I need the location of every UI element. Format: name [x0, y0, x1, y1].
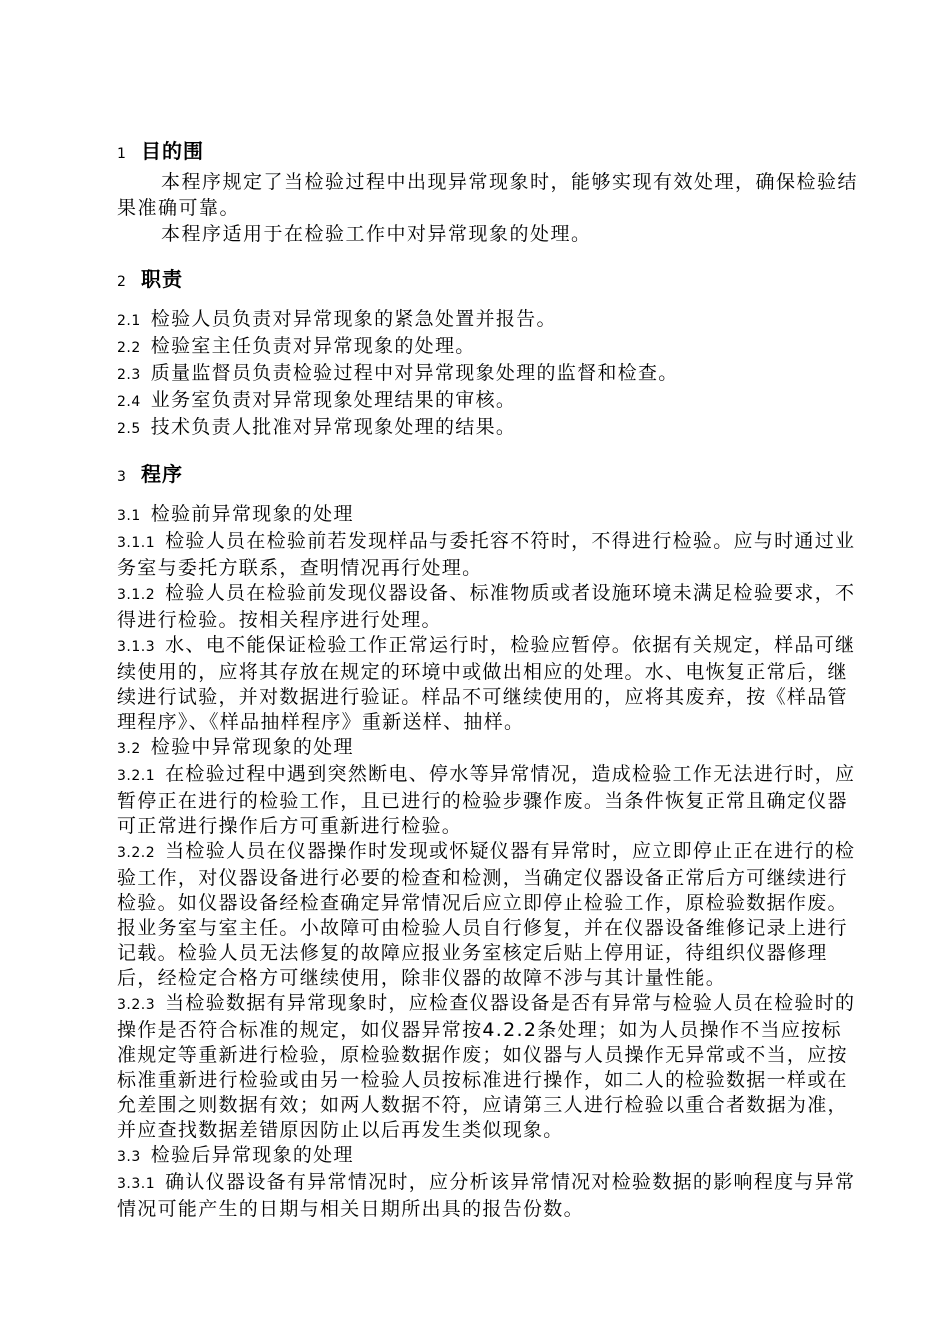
section-3-heading: [117, 458, 862, 492]
responsibility-item: 2.3 质量监督员负责检验过程中对异常现象处理的监督和检查。: [117, 362, 679, 384]
procedure-item: 3.2.2 当检验人员在仪器操作时发现或怀疑仪器有异常时，应立即停止正在进行的检验工作，对仪器设备进行必要的检查和检测，当确定仪器设备正常后方可继续进行检验。如仪器设备经检查确定异常情况后应立即停止检验工作，原检验数据作废。报业务室与室主任。小故障可由检验人员自行修复，并在仪器设备维修记录上进行记载。检验人员无法修复的故障应报业务室核定后贴上停用证，待组织仪器修理后，经检定合格方可继续使用，除非仪器的故障不涉与其计量性能。: [117, 840, 856, 989]
responsibility-item: 2.1 检验人员负责对异常现象的紧急处置并报告。: [117, 308, 557, 330]
section-number: 2: [117, 274, 126, 290]
procedure-item: 3.2.3 当检验数据有异常现象时，应检查仪器设备是否有异常与检验人员在检验时的操作是否符合标准的规定，如仪器异常按4.2.2条处理；如为人员操作不当应按标准规定等重新进行检验，原检验数据作废；如仪器与人员操作无异常或不当，应按标准重新进行检验或由另一检验人员按标准进行操作，如二人的检验数据一样或在允差围之则数据有效；如两人数据不符，应请第三人进行检验以重合者数据为准，并应查找数据差错原因防止以后再发生类似现象。: [117, 992, 856, 1141]
subsection-heading: 3.2 检验中异常现象的处理: [117, 736, 354, 758]
scope-paragraph: 本程序适用于在检验工作中对异常现象的处理。: [161, 223, 592, 245]
responsibility-item: 2.5 技术负责人批准对异常现象处理的结果。: [117, 416, 517, 438]
section-number: 3: [117, 469, 126, 485]
procedure-item: 3.2.1 在检验过程中遇到突然断电、停水等异常情况，造成检验工作无法进行时，应暂停正在进行的检验工作，且已进行的检验步骤作废。当条件恢复正常且确定仪器可正常进行操作后方可重新进行检验。: [117, 763, 856, 837]
procedure-item: 3.1.1 检验人员在检验前若发现样品与委托容不符时，不得进行检验。应与时通过业务室与委托方联系，查明情况再行处理。: [117, 530, 856, 579]
section-number: 1: [117, 146, 126, 162]
section-2-heading: [117, 263, 862, 297]
procedure-item: 3.1.3 水、电不能保证检验工作正常运行时，检验应暂停。依据有关规定，样品可继续使用的，应将其存放在规定的环境中或做出相应的处理。水、电恢复正常后，继续进行试验，并对数据进行验证。样品不可继续使用的，应将其废弃，按《样品管理程序》、《样品抽样程序》重新送样、抽样。: [117, 634, 856, 733]
purpose-paragraph: 本程序规定了当检验过程中出现异常现象时，能够实现有效处理，确保检验结果准确可靠。: [117, 171, 859, 219]
section-title: 程序: [141, 462, 183, 486]
subsection-heading: 3.1 检验前异常现象的处理: [117, 503, 354, 525]
section-title: 目的围: [141, 139, 204, 163]
document-body: [117, 135, 862, 1222]
procedure-item: 3.1.2 检验人员在检验前发现仪器设备、标准物质或者设施环境未满足检验要求，不得进行检验。按相关程序进行处理。: [117, 582, 856, 631]
subsection-heading: 3.3 检验后异常现象的处理: [117, 1144, 354, 1166]
responsibility-item: 2.4 业务室负责对异常现象处理结果的审核。: [117, 389, 517, 411]
procedure-item: 3.3.1 确认仪器设备有异常情况时，应分析该异常情况对检验数据的影响程度与异常情况可能产生的日期与相关日期所出具的报告份数。: [117, 1171, 856, 1220]
responsibility-item: 2.2 检验室主任负责对异常现象的处理。: [117, 335, 476, 357]
section-1-heading: [117, 135, 862, 169]
section-title: 职责: [141, 267, 183, 291]
